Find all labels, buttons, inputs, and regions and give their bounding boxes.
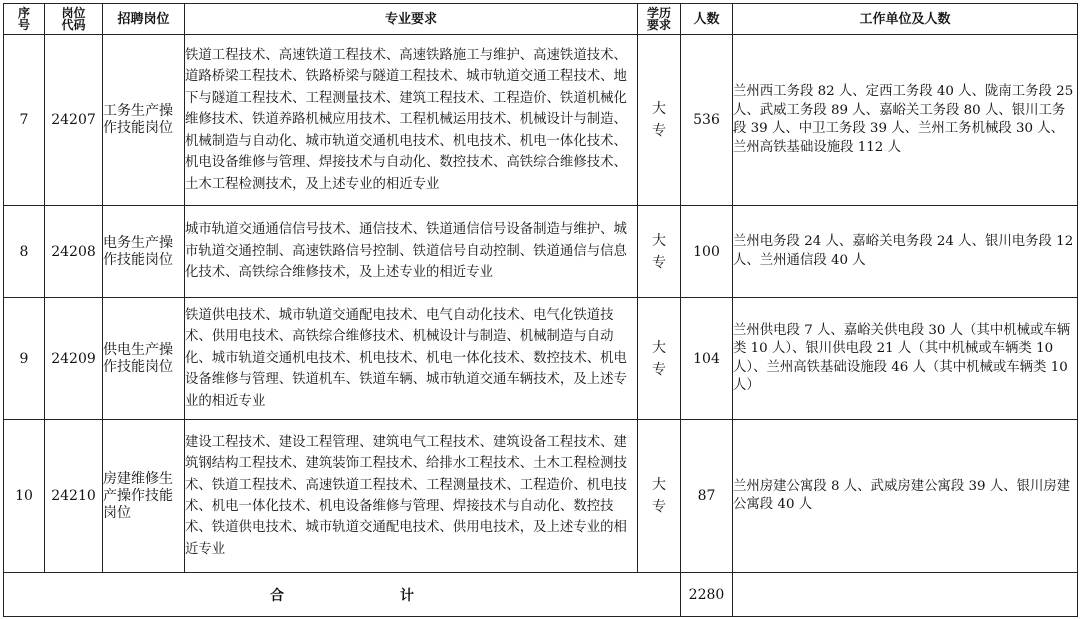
- row-count: 536: [681, 35, 733, 206]
- table-row: [4, 298, 1078, 420]
- row-major: 铁道工程技术、高速铁道工程技术、高速铁路施工与维护、高速铁道技术、道路桥梁工程技术、铁路桥梁与隧道工程技术、城市轨道交通工程技术、地下与隧道工程技术、工程测量技术、建筑工程技术、工程造价、铁道机械化维修技术、铁道养路机械应用技术、工程机械运用技术、机械设计与制造、机械制造与自动化、城市轨道交通机电技术、机电技术、机电一体化技术、机电设备维修与管理、焊接技术与自动化、数控技术、高铁综合维修技术、土木工程检测技术，及上述专业的相近专业: [185, 35, 638, 206]
- row-units: 兰州西工务段 82 人、定西工务段 40 人、陇南工务段 25 人、武威工务段 89 人、嘉峪关工务段 80 人、银川工务段 39 人、中卫工务段 39 人、兰州工务机械段 30 人、兰州高铁基础设施段 112 人: [733, 35, 1078, 206]
- header-units: 工作单位及人数: [733, 4, 1078, 35]
- header-count: 人数: [681, 4, 733, 35]
- row-education: 大 专: [638, 35, 681, 206]
- header-major: 专业要求: [185, 4, 638, 35]
- row-seq: 8: [4, 206, 45, 298]
- row-code: 24209: [45, 298, 103, 420]
- row-count: 87: [681, 420, 733, 573]
- row-code: 24210: [45, 420, 103, 573]
- row-major: 建设工程技术、建设工程管理、建筑电气工程技术、建筑设备工程技术、建筑钢结构工程技术、建筑装饰工程技术、给排水工程技术、土木工程检测技术、铁道工程技术、高速铁道工程技术、工程测量技术、工程造价、机电技术、机电一体化技术、机电设备维修与管理、焊接技术与自动化、数控技术、铁道供电技术、城市轨道交通配电技术、供用电技术，及上述专业的相近专业: [185, 420, 638, 573]
- total-value: 2280: [681, 573, 733, 617]
- header-education: 学历 要求: [638, 4, 681, 35]
- table-row: [4, 420, 1078, 573]
- header-position: 招聘岗位: [103, 4, 185, 35]
- row-count: 104: [681, 298, 733, 420]
- total-row: [4, 573, 1078, 617]
- row-seq: 9: [4, 298, 45, 420]
- total-label: 合 计: [4, 573, 681, 617]
- header-row: [4, 4, 1078, 35]
- row-education: 大 专: [638, 206, 681, 298]
- row-units: 兰州电务段 24 人、嘉峪关电务段 24 人、银川电务段 12 人、兰州通信段 40 人: [733, 206, 1078, 298]
- header-seq: 序 号: [4, 4, 45, 35]
- row-major: 城市轨道交通通信信号技术、通信技术、铁道通信信号设备制造与维护、城市轨道交通控制、高速铁路信号控制、铁道信号自动控制、铁道通信与信息化技术、高铁综合维修技术，及上述专业的相近专业: [185, 206, 638, 298]
- row-position: 供电生产操作技能岗位: [103, 298, 185, 420]
- row-code: 24207: [45, 35, 103, 206]
- header-code: 岗位 代码: [45, 4, 103, 35]
- row-code: 24208: [45, 206, 103, 298]
- row-units: 兰州供电段 7 人、嘉峪关供电段 30 人（其中机械或车辆类 10 人）、银川供电段 21 人（其中机械或车辆类 10 人）、兰州高铁基础设施段 46 人（其中机械或车辆类 10 人）: [733, 298, 1078, 420]
- row-seq: 7: [4, 35, 45, 206]
- row-position: 电务生产操作技能岗位: [103, 206, 185, 298]
- row-position: 工务生产操作技能岗位: [103, 35, 185, 206]
- total-empty-cell: [733, 573, 1078, 617]
- recruitment-table: [3, 3, 1078, 617]
- row-seq: 10: [4, 420, 45, 573]
- row-position: 房建维修生产操作技能岗位: [103, 420, 185, 573]
- row-education: 大 专: [638, 298, 681, 420]
- table-row: [4, 206, 1078, 298]
- row-count: 100: [681, 206, 733, 298]
- row-major: 铁道供电技术、城市轨道交通配电技术、电气自动化技术、电气化铁道技术、供用电技术、高铁综合维修技术、机械设计与制造、机械制造与自动化、城市轨道交通机电技术、机电技术、机电一体化技术、数控技术、机电设备维修与管理、铁道机车、铁道车辆、城市轨道交通车辆技术，及上述专业的相近专业: [185, 298, 638, 420]
- table-row: [4, 35, 1078, 206]
- row-education: 大 专: [638, 420, 681, 573]
- row-units: 兰州房建公寓段 8 人、武威房建公寓段 39 人、银川房建公寓段 40 人: [733, 420, 1078, 573]
